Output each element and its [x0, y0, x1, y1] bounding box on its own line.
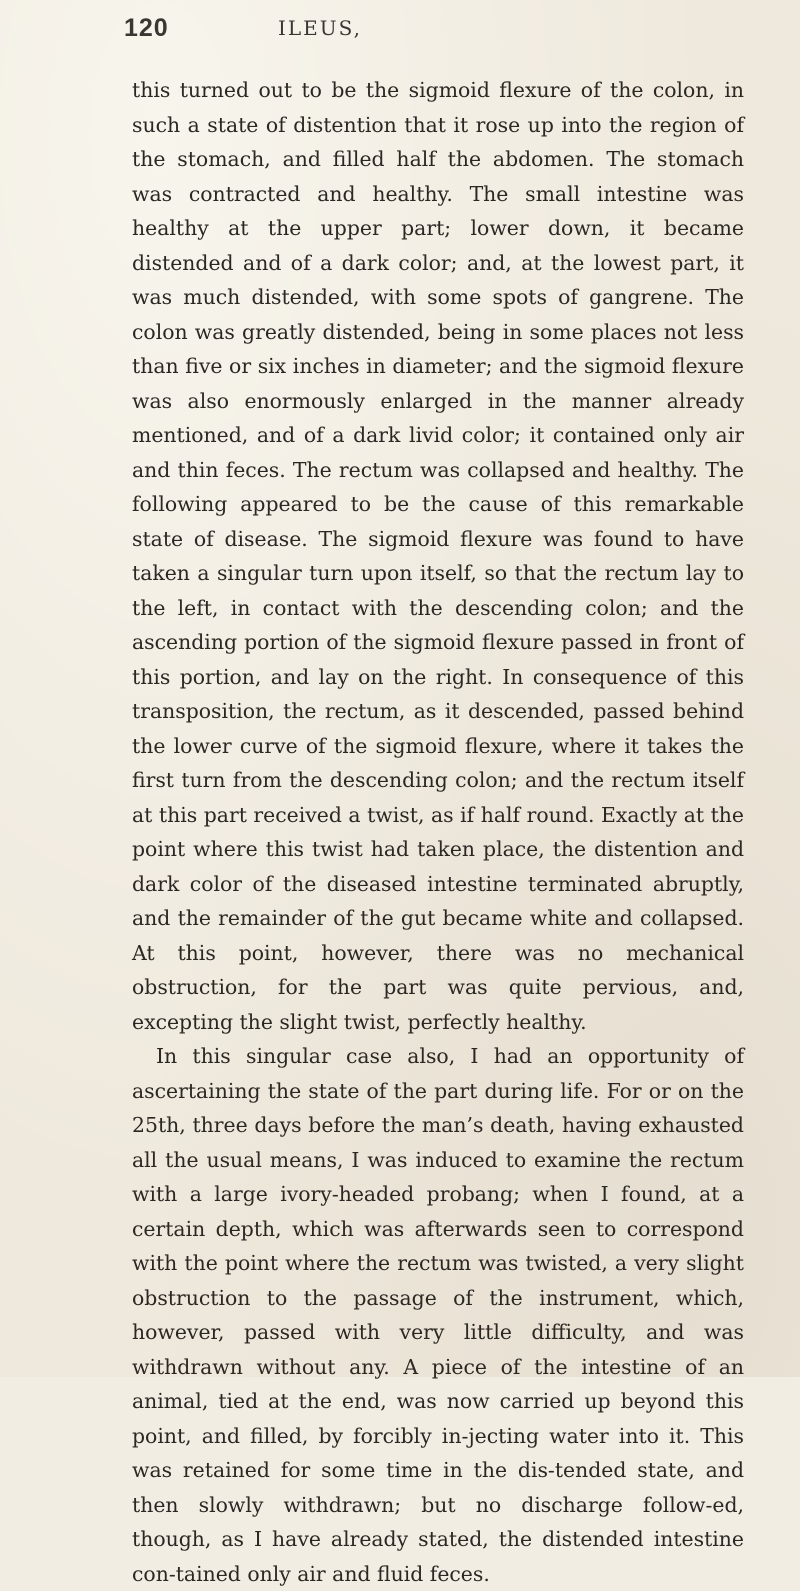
paragraph-case-observation: In this singular case also, I had an opportunity of ascertaining the state of the part during life. For or on the 25th, three days before the man’s death, having exhausted all the usual means, I was induced to examine the rectum with a large ivory-headed probang; when I found, at a certain depth, which was afterwards seen to correspond with the point where the rectum was twisted, a very slight obstruction to the passage of the instrument, which, however, passed with very little difficulty, and was withdrawn without any. A piece of the intestine of an animal, tied at the end, was now carried up beyond this point, and filled, by forcibly in-jecting water into it. This was retained for some time in the dis-tended state, and then slowly withdrawn; but no discharge follow-ed, though, as I have already stated, the distended intestine con-tained only air and fluid feces. [132, 1044, 744, 1586]
body-text [132, 73, 744, 1591]
running-head [0, 14, 800, 54]
running-title: ILEUS, [278, 16, 362, 40]
page-number: 120 [124, 14, 169, 42]
paragraph-continued: this turned out to be the sigmoid flexure of the colon, in such a state of distention that it rose up into the region of the stomach, and filled half the abdomen. The stomach was contracted and healthy. The small intestine was healthy at the upper part; lower down, it became distended and of a dark color; and, at the lowest part, it was much distended, with some spots of gangrene. The colon was greatly distended, being in some places not less than five or six inches in diameter; and the sigmoid flexure was also enormously enlarged in the manner already mentioned, and of a dark livid color; it contained only air and thin feces. The rectum was collapsed and healthy. The following appeared to be the cause of this remarkable state of disease. The sigmoid flexure was found to have taken a singular turn upon itself, so that the rectum lay to the left, in contact with the descending colon; and the ascending portion of the sigmoid flexure passed in front of this portion, and lay on the right. In consequence of this transposition, the rectum, as it descended, passed behind the lower curve of the sigmoid flexure, where it takes the first turn from the descending colon; and the rectum itself at this part received a twist, as if half round. Exactly at the point where this twist had taken place, the distention and dark color of the diseased intestine terminated abruptly, and the remainder of the gut became white and collapsed. At this point, however, there was no mechanical obstruction, for the part was quite pervious, and, excepting the slight twist, perfectly healthy. [132, 78, 744, 1034]
